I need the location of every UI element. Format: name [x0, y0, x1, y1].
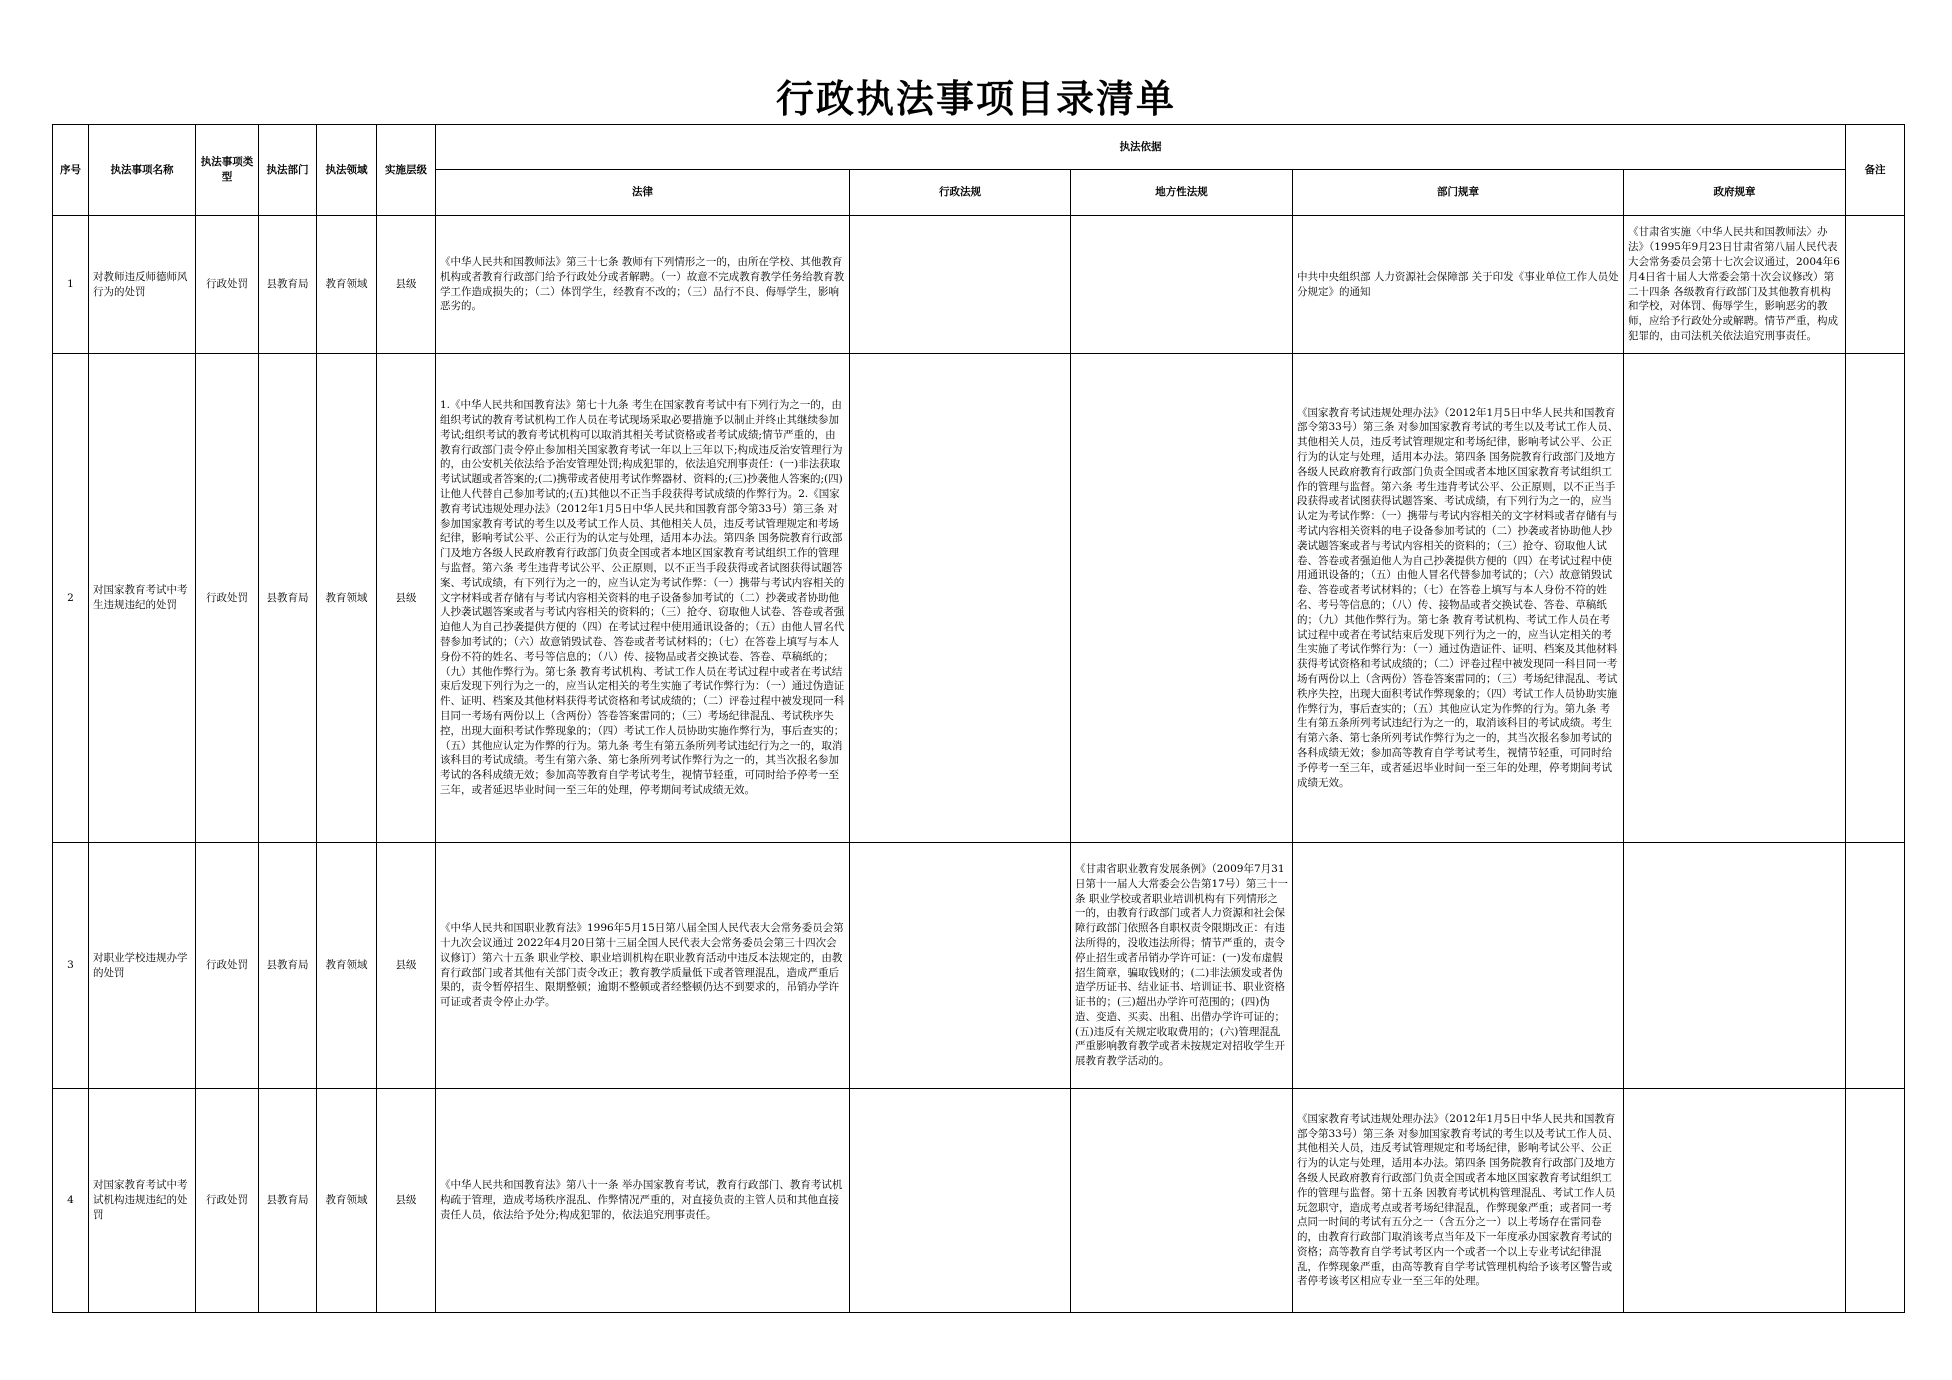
cell-seq: 2	[53, 354, 89, 843]
cell-gov-rule: 《甘肃省实施〈中华人民共和国教师法〉办法》（1995年9月23日甘肃省第八届人民代表大会常务委员会第十七次会议通过，2004年6月4日省十届人大常委会第十次会议修改）第二十四条 各级教育行政部门及其他教育机构和学校，对体罚、侮辱学生，影响恶劣的教师，应给予行政处分或解聘。情节严重，构成犯罪的，由司法机关依法追究刑事责任。	[1624, 216, 1846, 354]
header-gov-rule: 政府规章	[1624, 170, 1846, 216]
cell-dept-rule	[1293, 843, 1624, 1089]
cell-gov-rule	[1624, 843, 1846, 1089]
cell-law: 1.《中华人民共和国教育法》第七十九条 考生在国家教育考试中有下列行为之一的，由组织考试的教育考试机构工作人员在考试现场采取必要措施予以制止并终止其继续参加考试;组织考试的教育考试机构可以取消其相关考试资格或者考试成绩;情节严重的，由教育行政部门责令停止参加相关国家教育考试一年以上三年以下;构成违反治安管理行为的，由公安机关依法给予治安管理处罚;构成犯罪的，依法追究刑事责任：(一)非法获取考试试题或者答案的;(二)携带或者使用考试作弊器材、资料的;(三)抄袭他人答案的;(四)让他人代替自己参加考试的;(五)其他以不正当手段获得考试成绩的作弊行为。2.《国家教育考试违规处理办法》（2012年1月5日中华人民共和国教育部令第33号）第三条 对参加国家教育考试的考生以及考试工作人员、其他相关人员，违反考试管理规定和考场纪律，影响考试公平、公正行为的认定与处理，适用本办法。第四条 国务院教育行政部门及地方各级人民政府教育行政部门负责全国或者本地区国家教育考试组织工作的管理与监督。第六条 考生违背考试公平、公正原则，以不正当手段获得或者试图获得试题答案、考试成绩，有下列行为之一的，应当认定为考试作弊：（一）携带与考试内容相关的文字材料或者存储有与考试内容相关资料的电子设备参加考试的（二）抄袭或者协助他人抄袭试题答案或者与考试内容相关的资料的；（三）抢夺、窃取他人试卷、答卷或者强迫他人为自己抄袭提供方便的（四）在考试过程中使用通讯设备的；（五）由他人冒名代替参加考试的；（六）故意销毁试卷、答卷或者考试材料的；（七）在答卷上填写与本人身份不符的姓名、考号等信息的；（八）传、接物品或者交换试卷、答卷、草稿纸的；（九）其他作弊行为。第七条 教育考试机构、考试工作人员在考试过程中或者在考试结束后发现下列行为之一的，应当认定相关的考生实施了考试作弊行为：（一）通过伪造证件、证明、档案及其他材料获得考试资格和考试成绩的；（二）评卷过程中被发现同一科目同一考场有两份以上（含两份）答卷答案雷同的；（三）考场纪律混乱、考试秩序失控，出现大面积考试作弊现象的；（四）考试工作人员协助实施作弊行为，事后查实的；（五）其他应认定为作弊的行为。第九条 考生有第五条所列考试违纪行为之一的，取消该科目的考试成绩。考生有第六条、第七条所列考试作弊行为之一的，其当次报名参加考试的各科成绩无效；参加高等教育自学考试考生，视情节轻重，可同时给予停考一至三年，或者延迟毕业时间一至三年的处理，停考期间考试成绩无效。	[436, 354, 850, 843]
cell-type: 行政处罚	[196, 843, 259, 1089]
cell-level: 县级	[377, 354, 436, 843]
cell-type: 行政处罚	[196, 1089, 259, 1313]
header-seq: 序号	[53, 125, 89, 216]
cell-remark	[1846, 1089, 1905, 1313]
cell-dept-rule: 中共中央组织部 人力资源社会保障部 关于印发《事业单位工作人员处分规定》的通知	[1293, 216, 1624, 354]
cell-type: 行政处罚	[196, 354, 259, 843]
cell-law: 《中华人民共和国教师法》第三十七条 教师有下列情形之一的，由所在学校、其他教育机构或者教育行政部门给予行政处分或者解聘。（一）故意不完成教育教学任务给教育教学工作造成损失的；（二）体罚学生，经教育不改的；（三）品行不良、侮辱学生，影响恶劣的。	[436, 216, 850, 354]
table-row	[53, 843, 1905, 1089]
cell-seq: 3	[53, 843, 89, 1089]
cell-name: 对教师违反师德师风行为的处罚	[89, 216, 196, 354]
cell-remark	[1846, 843, 1905, 1089]
header-local-reg: 地方性法规	[1071, 170, 1293, 216]
header-name: 执法事项名称	[89, 125, 196, 216]
cell-local-reg	[1071, 1089, 1293, 1313]
cell-law: 《中华人民共和国职业教育法》1996年5月15日第八届全国人民代表大会常务委员会第十九次会议通过 2022年4月20日第十三届全国人民代表大会常务委员会第三十四次会议修订）第六十五条 职业学校、职业培训机构在职业教育活动中违反本法规定的，由教育行政部门或者其他有关部门责令改正；教育教学质量低下或者管理混乱，造成严重后果的，责令暂停招生、限期整顿；逾期不整顿或者经整顿仍达不到要求的，吊销办学许可证或者责令停止办学。	[436, 843, 850, 1089]
cell-dept: 县教育局	[259, 216, 317, 354]
cell-dept-rule: 《国家教育考试违规处理办法》（2012年1月5日中华人民共和国教育部令第33号）第三条 对参加国家教育考试的考生以及考试工作人员、其他相关人员，违反考试管理规定和考场纪律，影响考试公平、公正行为的认定与处理，适用本办法。第四条 国务院教育行政部门及地方各级人民政府教育行政部门负责全国或者本地区国家教育考试组织工作的管理与监督。第十五条 因教育考试机构管理混乱、考试工作人员玩忽职守，造成考点或者考场纪律混乱，作弊现象严重；或者同一考点同一时间的考试有五分之一（含五分之一）以上考场存在雷同卷的，由教育行政部门取消该考点当年及下一年度承办国家教育考试的资格；高等教育自学考试考区内一个或者一个以上专业考试纪律混乱，作弊现象严重，由高等教育自学考试管理机构给予该考区警告或者停考该考区相应专业一至三年的处理。	[1293, 1089, 1624, 1313]
cell-level: 县级	[377, 1089, 436, 1313]
cell-local-reg	[1071, 354, 1293, 843]
header-admin-reg: 行政法规	[850, 170, 1071, 216]
table-row	[53, 1089, 1905, 1313]
table-row	[53, 354, 1905, 843]
cell-admin-reg	[850, 216, 1071, 354]
cell-dept-rule: 《国家教育考试违规处理办法》（2012年1月5日中华人民共和国教育部令第33号）第三条 对参加国家教育考试的考生以及考试工作人员、其他相关人员，违反考试管理规定和考场纪律，影响考试公平、公正行为的认定与处理，适用本办法。第四条 国务院教育行政部门及地方各级人民政府教育行政部门负责全国或者本地区国家教育考试组织工作的管理与监督。第六条 考生违背考试公平、公正原则，以不正当手段获得或者试图获得试题答案、考试成绩，有下列行为之一的，应当认定为考试作弊：（一）携带与考试内容相关的文字材料或者存储有与考试内容相关资料的电子设备参加考试的（二）抄袭或者协助他人抄袭试题答案或者与考试内容相关的资料的；（三）抢夺、窃取他人试卷、答卷或者强迫他人为自己抄袭提供方便的（四）在考试过程中使用通讯设备的；（五）由他人冒名代替参加考试的；（六）故意销毁试卷、答卷或者考试材料的；（七）在答卷上填写与本人身份不符的姓名、考号等信息的；（八）传、接物品或者交换试卷、答卷、草稿纸的；（九）其他作弊行为。第七条 教育考试机构、考试工作人员在考试过程中或者在考试结束后发现下列行为之一的，应当认定相关的考生实施了考试作弊行为：（一）通过伪造证件、证明、档案及其他材料获得考试资格和考试成绩的；（二）评卷过程中被发现同一科目同一考场有两份以上（含两份）答卷答案雷同的；（三）考场纪律混乱、考试秩序失控，出现大面积考试作弊现象的；（四）考试工作人员协助实施作弊行为，事后查实的；（五）其他应认定为作弊的行为。第九条 考生有第五条所列考试违纪行为之一的，取消该科目的考试成绩。考生有第六条、第七条所列考试作弊行为之一的，其当次报名参加考试的各科成绩无效；参加高等教育自学考试考生，视情节轻重，可同时给予停考一至三年，或者延迟毕业时间一至三年的处理，停考期间考试成绩无效。	[1293, 354, 1624, 843]
cell-remark	[1846, 354, 1905, 843]
header-law: 法律	[436, 170, 850, 216]
cell-field: 教育领域	[317, 354, 377, 843]
cell-gov-rule	[1624, 1089, 1846, 1313]
cell-level: 县级	[377, 216, 436, 354]
table-row	[53, 216, 1905, 354]
header-dept: 执法部门	[259, 125, 317, 216]
header-type: 执法事项类型	[196, 125, 259, 216]
header-field: 执法领域	[317, 125, 377, 216]
cell-remark	[1846, 216, 1905, 354]
cell-seq: 4	[53, 1089, 89, 1313]
enforcement-table	[52, 124, 1905, 1313]
cell-dept: 县教育局	[259, 1089, 317, 1313]
cell-local-reg	[1071, 216, 1293, 354]
header-remark: 备注	[1846, 125, 1905, 216]
cell-admin-reg	[850, 354, 1071, 843]
header-level: 实施层级	[377, 125, 436, 216]
cell-gov-rule	[1624, 354, 1846, 843]
header-dept-rule: 部门规章	[1293, 170, 1624, 216]
cell-local-reg: 《甘肃省职业教育发展条例》（2009年7月31日第十一届人大常委会公告第17号）第三十一条 职业学校或者职业培训机构有下列情形之一的，由教育行政部门或者人力资源和社会保障行政部门依照各自职权责令限期改正：有违法所得的，没收违法所得；情节严重的，责令停止招生或者吊销办学许可证：(一)发布虚假招生简章，骗取钱财的；(二)非法颁发或者伪造学历证书、结业证书、培训证书、职业资格证书的；(三)超出办学许可范围的；(四)伪造、变造、买卖、出租、出借办学许可证的；(五)违反有关规定收取费用的；(六)管理混乱严重影响教育教学或者未按规定对招收学生开展教育教学活动的。	[1071, 843, 1293, 1089]
cell-name: 对国家教育考试中考生违规违纪的处罚	[89, 354, 196, 843]
cell-field: 教育领域	[317, 843, 377, 1089]
cell-seq: 1	[53, 216, 89, 354]
cell-dept: 县教育局	[259, 354, 317, 843]
cell-field: 教育领域	[317, 216, 377, 354]
cell-admin-reg	[850, 843, 1071, 1089]
cell-name: 对国家教育考试中考试机构违规违纪的处罚	[89, 1089, 196, 1313]
cell-dept: 县教育局	[259, 843, 317, 1089]
cell-level: 县级	[377, 843, 436, 1089]
page-title: 行政执法事项目录清单	[775, 76, 1176, 121]
cell-name: 对职业学校违规办学的处罚	[89, 843, 196, 1089]
cell-type: 行政处罚	[196, 216, 259, 354]
cell-field: 教育领域	[317, 1089, 377, 1313]
cell-law: 《中华人民共和国教育法》第八十一条 举办国家教育考试，教育行政部门、教育考试机构疏于管理，造成考场秩序混乱、作弊情况严重的，对直接负责的主管人员和其他直接责任人员，依法给予处分;构成犯罪的，依法追究刑事责任。	[436, 1089, 850, 1313]
cell-admin-reg	[850, 1089, 1071, 1313]
header-basis: 执法依据	[436, 125, 1846, 170]
